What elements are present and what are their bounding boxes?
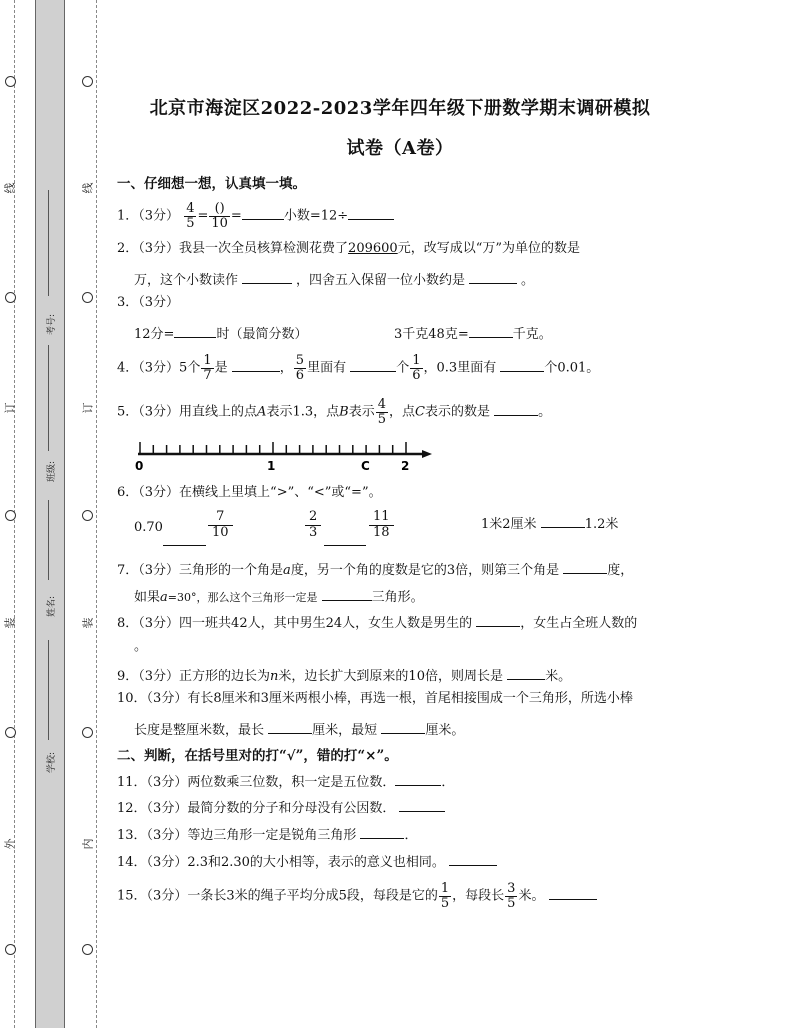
question-text: 个0.01。 [544, 360, 600, 376]
page-title: 北京市海淀区2022-2023学年四年级下册数学期末调研模拟 [149, 98, 651, 119]
question-text: ，女生占全班人数的 [520, 616, 638, 631]
numerator: 3 [507, 881, 516, 896]
question-14 [117, 852, 497, 869]
question-text: 。 [538, 404, 552, 420]
section-heading-2: 二、判断，在括号里对的打“√”，错的打“×”。 [117, 748, 398, 764]
question-7-line-1 [117, 560, 633, 577]
question-2-line-2 [134, 270, 534, 287]
question-text: 如果 [134, 590, 161, 605]
question-text: ，每段长 [452, 888, 505, 904]
answer-blank[interactable] [381, 720, 425, 734]
answer-blank[interactable] [163, 545, 206, 546]
number-line-label-2: 2 [401, 459, 410, 473]
info-label-kaohao: 考号: [47, 313, 58, 336]
question-6: 6．（3分）在横线上里填上“>”、“<”或“=”。 [117, 485, 382, 500]
numerator: 2 [305, 510, 321, 526]
section-heading-1: 一、仔细想一想，认真填一填。 [117, 176, 306, 192]
point-label-b: B [339, 404, 349, 420]
point-label-a: A [257, 404, 267, 420]
question-text: 7．（3分）三角形的一个角是 [117, 563, 284, 578]
question-text: 万，这个小数读作 [134, 273, 239, 288]
question-text: 长度是整厘米数，最长 [134, 723, 265, 738]
question-text: 1米2厘米 [481, 517, 537, 532]
answer-blank[interactable] [507, 666, 545, 680]
fraction [376, 398, 388, 426]
answer-blank[interactable] [399, 798, 445, 812]
question-text: 12分= [134, 327, 175, 342]
number-line-label-0: 0 [135, 459, 144, 473]
question-6-a-left: 0.70 [134, 520, 163, 535]
answer-blank[interactable] [476, 613, 520, 627]
question-3-part-b [394, 324, 552, 341]
denominator: 6 [295, 367, 305, 383]
answer-blank[interactable] [348, 206, 394, 220]
binding-hole [82, 727, 93, 738]
numerator: 5 [295, 353, 305, 368]
margin-char-xian-inner: 线 [81, 182, 95, 194]
question-text: 9．（3分）正方形的边长为 [117, 669, 271, 684]
binding-hole [82, 292, 93, 303]
answer-blank[interactable] [232, 358, 280, 372]
fraction [294, 354, 306, 382]
denominator: 10 [212, 524, 229, 540]
margin-char-zhuang: 装 [3, 617, 17, 629]
equals-sign: = [230, 208, 242, 224]
question-text: 8．（3分）四一班共42人，其中男生24人，女生人数是男生的 [117, 616, 473, 631]
margin-char-ding-inner: 订 [81, 402, 95, 414]
question-text: ． [441, 775, 455, 790]
question-text: 11．（3分）两位数乘三位数，积一定是五位数． [117, 775, 396, 790]
question-11 [117, 772, 454, 789]
question-text: 5．（3分）用直线上的点 [117, 404, 258, 420]
question-text: 表示1.3，点 [266, 404, 340, 420]
margin-char-zhuang-inner: 装 [81, 617, 95, 629]
question-7-line-2 [134, 587, 424, 604]
fraction [208, 510, 233, 541]
fraction [184, 202, 196, 230]
denominator: 3 [309, 524, 318, 540]
answer-blank[interactable] [322, 587, 372, 601]
margin-char-ding: 订 [3, 402, 17, 414]
binding-hole [82, 76, 93, 87]
denominator: 5 [507, 895, 516, 911]
answer-blank[interactable] [469, 324, 513, 338]
question-text: 13．（3分）等边三角形一定是锐角三角形 [117, 828, 357, 843]
question-text: 时（最简分数） [216, 327, 308, 342]
numerator: 1 [440, 881, 450, 896]
answer-blank[interactable] [549, 886, 597, 900]
numerator: 4 [186, 201, 195, 216]
question-text: ，四舍五入保留一位小数约是 [296, 273, 466, 288]
fraction [369, 510, 394, 541]
question-text: 表示的数是 [424, 404, 490, 420]
question-text: 米，边长扩大到原来的10倍，则周长是 [278, 669, 503, 684]
answer-blank[interactable] [350, 358, 396, 372]
question-text: 米。 [518, 888, 545, 904]
answer-blank[interactable] [242, 270, 292, 284]
binding-hole [5, 292, 16, 303]
numerator: 1 [203, 353, 212, 368]
margin-char-wai: 外 [3, 838, 17, 850]
answer-blank[interactable] [268, 720, 312, 734]
binding-hole [5, 727, 16, 738]
question-text: ，点 [388, 404, 415, 420]
answer-blank[interactable] [449, 852, 497, 866]
question-text: 表示 [348, 404, 375, 420]
equals-sign: = [197, 208, 209, 224]
binding-hole [82, 510, 93, 521]
question-text: 。 [521, 273, 535, 288]
fraction [410, 354, 422, 382]
number-line-label-1: 1 [267, 459, 276, 473]
answer-blank[interactable] [563, 560, 607, 574]
question-text: 度，另一个角的度数是它的3倍，则第三个角是 [290, 563, 560, 578]
denominator: 18 [373, 524, 390, 540]
question-text: ． [404, 828, 418, 843]
question-text: 14．（3分）2.3和2.30的大小相等，表示的意义也相同。 [117, 855, 445, 870]
fraction [201, 354, 213, 382]
question-4 [117, 354, 599, 382]
number-line [130, 436, 440, 476]
answer-blank[interactable] [469, 270, 517, 284]
question-6-c [481, 514, 618, 531]
question-text: 2．（3分）我县一次全员核算检测花费了 [117, 241, 349, 256]
denominator: 10 [211, 215, 228, 231]
question-8-line-1 [117, 613, 637, 630]
question-text: 小数=12÷ [283, 208, 349, 224]
numerator: 4 [377, 397, 386, 412]
question-6-b-fraction-left [305, 510, 321, 541]
question-15 [117, 882, 597, 910]
question-10-line-2 [134, 720, 464, 737]
question-3-head: 3．（3分） [117, 295, 180, 310]
fraction [209, 202, 230, 230]
question-text: ， [279, 360, 293, 376]
inner-cut-line [96, 0, 97, 1028]
info-label-banji: 班级: [47, 460, 58, 483]
fraction [305, 510, 321, 541]
binding-hole [5, 76, 16, 87]
question-text: 3千克48克= [394, 327, 469, 342]
margin-char-xian: 线 [3, 182, 17, 194]
page-subtitle: 试卷（A卷） [346, 138, 454, 159]
binding-hole [5, 944, 16, 955]
question-1 [117, 202, 394, 230]
denominator: 5 [186, 215, 195, 231]
underlined-number: 209600 [348, 241, 398, 256]
answer-blank[interactable] [360, 825, 404, 839]
answer-blank[interactable] [324, 545, 366, 546]
answer-blank[interactable] [541, 514, 585, 528]
question-text: 4．（3分）5个 [117, 360, 201, 376]
variable-n: n [270, 669, 279, 684]
numerator: 7 [208, 510, 233, 526]
point-label-c: C [415, 404, 425, 420]
question-text: 15．（3分）一条长3米的绳子平均分成5段，每段是它的 [117, 888, 438, 904]
question-text: 12．（3分）最简分数的分子和分母没有公因数． [117, 801, 396, 816]
fraction [505, 882, 517, 910]
info-label-xuexiao: 学校: [47, 751, 58, 774]
numerator: () [209, 202, 230, 217]
answer-blank[interactable] [395, 772, 441, 786]
question-text: 元，改写成以“万”为单位的数是 [397, 241, 580, 256]
question-text: 厘米。 [425, 723, 465, 738]
question-3-part-a [134, 324, 307, 341]
question-text: 个 [396, 360, 410, 376]
question-text: 是 [214, 360, 228, 376]
denominator: 6 [412, 367, 421, 383]
info-line-banji [48, 345, 49, 451]
question-text: =30°，那么这个三角形一定是 [167, 591, 318, 604]
info-label-xingming: 姓名: [47, 595, 58, 618]
answer-blank[interactable] [494, 402, 538, 416]
numerator: 1 [412, 353, 421, 368]
question-text: ，0.3里面有 [423, 360, 497, 376]
question-8-line-2: 。 [134, 639, 148, 654]
question-10-line-1: 10．（3分）有长8厘米和3厘米两根小棒，再选一根，首尾相接围成一个三角形，所选小棒 [117, 691, 633, 706]
binding-hole [82, 944, 93, 955]
question-6-a-fraction [208, 510, 233, 541]
fraction [439, 882, 451, 910]
answer-blank[interactable] [174, 324, 216, 338]
variable-a: a [283, 563, 291, 578]
numerator: 11 [369, 510, 394, 526]
question-text: 三角形。 [371, 590, 424, 605]
question-5 [117, 398, 551, 426]
answer-blank[interactable] [242, 206, 284, 220]
question-13 [117, 825, 417, 842]
answer-blank[interactable] [500, 358, 544, 372]
number-line-label-c: C [361, 459, 370, 473]
denominator: 7 [203, 367, 212, 383]
question-text: 度， [607, 563, 634, 578]
variable-a: a [160, 590, 168, 605]
info-line-xuexiao [48, 640, 49, 740]
question-text: 厘米，最短 [312, 723, 378, 738]
question-text: 千克。 [512, 327, 552, 342]
question-6-b-fraction-right [369, 510, 394, 541]
info-line-xingming [48, 500, 49, 580]
info-line-kaohao [48, 190, 49, 296]
question-text: 米。 [545, 669, 572, 684]
question-text: 1.2米 [584, 517, 619, 532]
question-number: 1．（3分） [117, 208, 180, 224]
binding-band [35, 0, 65, 1028]
question-12 [117, 798, 445, 815]
denominator: 5 [440, 895, 450, 911]
margin-char-nei: 内 [81, 838, 95, 850]
question-text: 里面有 [307, 360, 347, 376]
binding-hole [5, 510, 16, 521]
question-2-line-1 [117, 242, 580, 255]
question-9 [117, 666, 571, 683]
denominator: 5 [377, 411, 386, 427]
